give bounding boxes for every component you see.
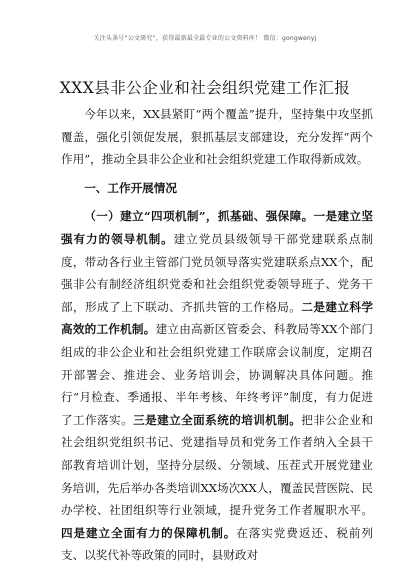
mechanism-1-text: 建立党员县级领导干部党建联系点制度，带动各行业主管部门党员领导落实党建联系点XX个，配强非公有制经济组织党委和社会组织党委领导班子、党务干部，形成了上下联动、齐抓共管的工作格局。 <box>61 231 373 314</box>
intro-paragraph: 今年以来，XX县紧盯“两个覆盖”提升，坚持集中攻坚抓覆盖，强化引领促发展，狠抓基层支部建设，充分发挥“两个作用”，推动全县非公企业和社会组织党建工作取得新成效。 <box>61 107 373 167</box>
section-heading: 一、工作开展情况 <box>84 180 177 195</box>
document-title: XXX县非公企业和社会组织党建工作汇报 <box>59 79 351 97</box>
mechanism-1-title: 一是建立坚强有力的领导机制。 <box>61 209 373 246</box>
document-body <box>61 103 373 567</box>
mechanism-3-text: 把非公企业和社会组织党组织书记、党建指导员和党务工作者纳入全县干部教育培训计划，坚持分层级、分领域、压茬式开展党建业务培训，先后举办各类培训XX场次XX人，覆盖民营医院、民办学校、社团组织等行业领域，提升党务工作者履职水平。 <box>61 412 373 518</box>
header-notice: 关注头条号“公文研究”，获得最新最全最专业的公文资料库！ 微信：gongwenyj <box>93 35 317 42</box>
mechanism-2-text: 建立由高新区管委会、科教局等XX个部门组成的非公企业和社会组织党建工作联席会议制度，定期召开部署会、推进会、业务培训会，协调解决具体问题。推行“月检查、季通报、半年考核、年终考评”制度，有力促进了工作落实。 <box>61 322 373 427</box>
mechanism-4-title: 四是建立全面有力的保障机制。 <box>61 525 237 540</box>
subsection-heading: （一）建立“四项机制”，抓基础、强保障。 <box>84 209 314 224</box>
mechanism-4-text: 在落实党费返还、税前列支、以奖代补等政策的同时，县财政对 <box>61 525 373 563</box>
mechanisms-paragraph <box>61 205 373 567</box>
mechanism-2-title: 二是建立科学高效的工作机制。 <box>61 299 373 337</box>
mechanism-3-title: 三是建立全面系统的培训机制。 <box>133 412 302 427</box>
